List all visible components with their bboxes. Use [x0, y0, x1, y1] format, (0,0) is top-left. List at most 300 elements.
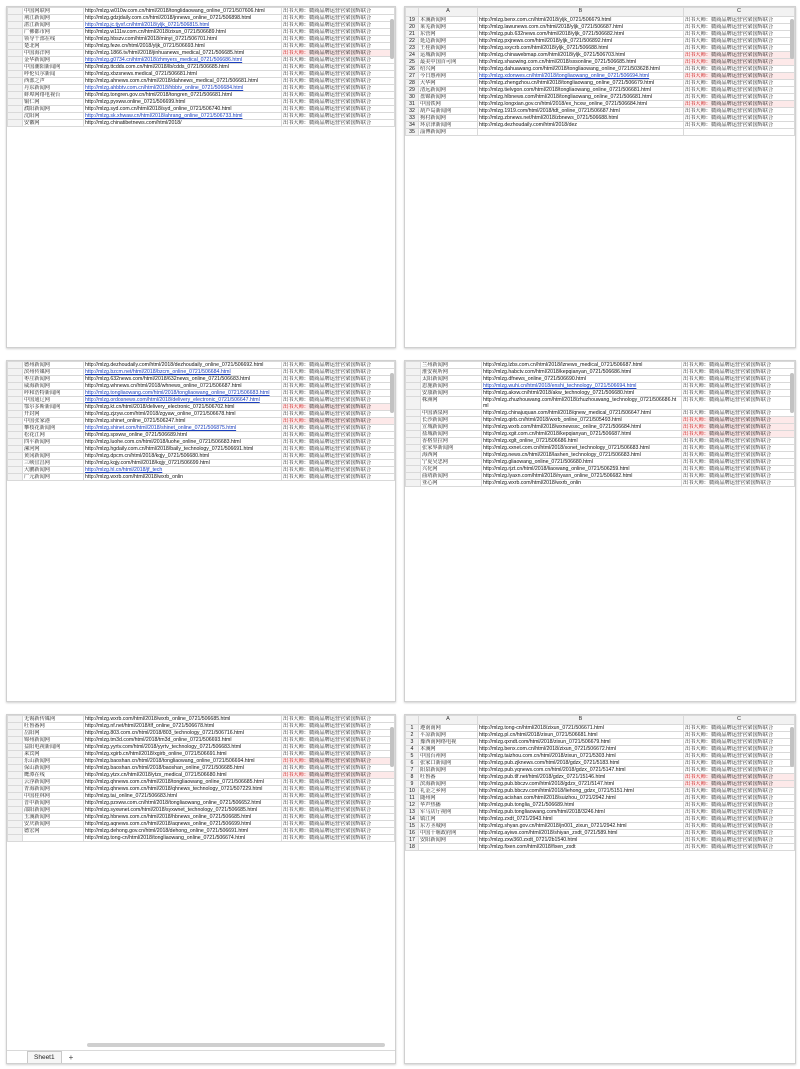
title-cell[interactable]: 出书大师：微商品牌运营官梁国辉联合: [282, 390, 395, 397]
site-name-cell[interactable]: 中国十堰政府网: [419, 830, 478, 837]
row-number-cell[interactable]: 25: [406, 59, 419, 66]
row-number-cell[interactable]: [8, 120, 23, 127]
table-row[interactable]: [8, 383, 395, 390]
title-cell[interactable]: 出书大师：微商品牌运营官梁国辉联合: [684, 788, 795, 795]
url-cell[interactable]: http://mlzg.pyxww.online_0721/506699.html: [84, 99, 282, 106]
site-name-cell[interactable]: 今日惠州网: [419, 73, 478, 80]
table-row[interactable]: [8, 744, 395, 751]
site-name-cell[interactable]: 最美中国百可网: [419, 59, 478, 66]
row-number-cell[interactable]: 20: [406, 24, 419, 31]
table-row[interactable]: [406, 452, 795, 459]
table-row[interactable]: [406, 80, 795, 87]
row-number-cell[interactable]: 29: [406, 87, 419, 94]
url-cell[interactable]: http://mlzg.xbzsnews.medical_0721/506681.html: [84, 71, 282, 78]
table-row[interactable]: [8, 113, 395, 120]
site-name-cell[interactable]: 德宏网: [23, 828, 84, 835]
table-row[interactable]: [406, 823, 795, 830]
row-number-cell[interactable]: [8, 64, 23, 71]
url-cell[interactable]: http://mlzg.syxwnet.com/html/2018/syxwnet_technology_0721/506685.html: [84, 807, 282, 814]
title-cell[interactable]: 出书大师：微商品牌运营官梁国辉联合: [282, 106, 395, 113]
table-row[interactable]: [8, 369, 395, 376]
title-cell[interactable]: 出书大师：微商品牌运营官梁国辉联合: [282, 821, 395, 828]
url-cell[interactable]: http://mlzg.xgirb.cn/html/2018/xgirb_online_0721/506691.html: [84, 751, 282, 758]
table-row[interactable]: [8, 71, 395, 78]
table-row[interactable]: [406, 802, 795, 809]
row-number-cell[interactable]: [406, 410, 421, 417]
spreadsheet-grid[interactable]: [7, 7, 395, 127]
row-number-cell[interactable]: [406, 473, 421, 480]
table-row[interactable]: [8, 765, 395, 772]
url-cell[interactable]: http://mlzg.tielvgon.com/html/2018/tongliaowang_online_0721/506681.html: [478, 87, 684, 94]
row-number-cell[interactable]: [406, 459, 421, 466]
title-cell[interactable]: 出书大师：微商品牌运营官梁国辉联合: [684, 94, 795, 101]
site-name-cell[interactable]: 盐城新闻网: [421, 431, 482, 438]
title-cell[interactable]: 出书大师：微商品牌运营官梁国辉联合: [684, 844, 795, 851]
table-row[interactable]: [406, 459, 795, 466]
horizontal-scrollbar[interactable]: [87, 1043, 385, 1047]
title-cell[interactable]: 出书大师：微商品牌运营官梁国辉联合: [282, 85, 395, 92]
row-number-cell[interactable]: [8, 446, 23, 453]
site-name-cell[interactable]: 漯河网: [23, 446, 84, 453]
site-name-cell[interactable]: 宁夏吴忠网: [421, 459, 482, 466]
title-cell[interactable]: [684, 59, 795, 66]
site-name-cell[interactable]: 宣城新闻网: [421, 424, 482, 431]
url-cell[interactable]: http://mlzg.tai_online_0721/506683.html: [84, 793, 282, 800]
title-cell[interactable]: 出书大师：微商品牌运营官梁国辉联合: [282, 57, 395, 64]
table-row[interactable]: [406, 774, 795, 781]
table-row[interactable]: [406, 108, 795, 115]
title-cell[interactable]: 出书大师：微商品牌运营官梁国辉联合: [684, 739, 795, 746]
url-link[interactable]: http://mlzg.wuhi.cn/html/2018/enshi_technology_0721/506694.html: [483, 383, 637, 389]
row-number-cell[interactable]: [8, 432, 23, 439]
url-cell[interactable]: http://mlzg.lawunews.com.cn/html/2018/yljk_0721/506687.html: [478, 24, 684, 31]
url-cell[interactable]: http://mlzg.pub.zjknews.com/html/2018/gdzx_0721/5183.html: [478, 760, 684, 767]
title-cell[interactable]: 出书大师：微商品牌运营官梁国辉联合: [282, 383, 395, 390]
spreadsheet-grid[interactable]: [405, 7, 795, 136]
row-number-cell[interactable]: [8, 821, 23, 828]
url-link[interactable]: http://mlzg.hl.cn/html/2018/jf_tech: [85, 467, 163, 473]
title-cell[interactable]: 出书大师：微商品牌运营官梁国辉联合: [682, 369, 795, 376]
table-row[interactable]: [406, 122, 795, 129]
site-name-cell[interactable]: 中国通辽网: [23, 397, 84, 404]
column-header-c[interactable]: C: [684, 716, 795, 725]
table-row[interactable]: [406, 362, 795, 369]
vertical-scrollbar-thumb[interactable]: [790, 727, 794, 767]
row-number-cell[interactable]: [8, 85, 23, 92]
site-name-cell[interactable]: 海西网: [421, 452, 482, 459]
title-cell[interactable]: 出书大师：微商品牌运营官梁国辉联合: [282, 71, 395, 78]
title-cell[interactable]: 出书大师：微商品牌运营官梁国辉联合: [684, 795, 795, 802]
url-link[interactable]: http://mlzg.sk.xhwaw.cn/html/2018/ahrang_online_0721/506733.html: [85, 113, 243, 119]
url-cell[interactable]: http://mlzg.hgdaily.com.cn/html/2018/baily_technology_0721/506691.html: [84, 446, 282, 453]
row-number-cell[interactable]: [8, 404, 23, 411]
row-number-cell[interactable]: 17: [406, 837, 419, 844]
url-cell[interactable]: http://mlzg.zbnews.net/html/2018/zbnews_0721/506688.html: [478, 115, 684, 122]
url-cell[interactable]: http://mlzg.803.com.cn/html/2018/803_technology_0721/506716.html: [84, 730, 282, 737]
table-row[interactable]: [406, 94, 795, 101]
url-cell[interactable]: [482, 383, 682, 390]
title-cell[interactable]: 出书大师：微商品牌运营官梁国辉联合: [282, 730, 395, 737]
row-number-cell[interactable]: 11: [406, 795, 419, 802]
title-cell[interactable]: 出书大师：微商品牌运营官梁国辉联合: [282, 446, 395, 453]
table-row[interactable]: [8, 779, 395, 786]
row-number-cell[interactable]: [8, 78, 23, 85]
title-cell[interactable]: [282, 418, 395, 425]
table-row[interactable]: [8, 453, 395, 460]
table-row[interactable]: [8, 425, 395, 432]
row-number-cell[interactable]: [406, 445, 421, 452]
title-cell[interactable]: 出书大师：微商品牌运营官梁国辉联合: [684, 767, 795, 774]
table-row[interactable]: [8, 723, 395, 730]
site-name-cell[interactable]: 张家口新闻网: [419, 760, 478, 767]
table-row[interactable]: [406, 725, 795, 732]
site-name-cell[interactable]: 镇江网: [419, 816, 478, 823]
site-name-cell[interactable]: 三峡宜昌网: [23, 460, 84, 467]
table-row[interactable]: [8, 390, 395, 397]
site-name-cell[interactable]: 无锡新传媒网: [23, 716, 84, 723]
title-cell[interactable]: 出书大师：微商品牌运营官梁国辉联合: [282, 432, 395, 439]
url-cell[interactable]: http://mlzg.tong-cn/html/2018/zixun_0721/506671.html: [478, 725, 684, 732]
table-row[interactable]: [8, 821, 395, 828]
site-name-cell[interactable]: 曲靖新闻网: [421, 473, 482, 480]
site-name-cell[interactable]: 鄂尔多斯新闻网: [23, 404, 84, 411]
title-cell[interactable]: 出书大师：微商品牌运营官梁国辉联合: [684, 830, 795, 837]
site-name-cell[interactable]: 蚌埠网络电视台: [23, 92, 84, 99]
title-cell[interactable]: 出书大师：微商品牌运营官梁国辉联合: [684, 823, 795, 830]
url-cell[interactable]: http://mlzg.632news.com/html/2018/632news_online_0721/506683.html: [84, 376, 282, 383]
site-name-cell[interactable]: 豫西南网络电视: [419, 739, 478, 746]
row-number-cell[interactable]: [406, 480, 421, 487]
site-name-cell[interactable]: 遵南南网: [419, 725, 478, 732]
row-number-cell[interactable]: [8, 418, 23, 425]
title-cell[interactable]: [684, 129, 795, 136]
site-name-cell[interactable]: 本溪新闻网: [419, 17, 478, 24]
url-cell[interactable]: http://mlzg.yyrtv.com/html/2018/yyrtv_technology_0721/506683.html: [84, 744, 282, 751]
site-name-cell[interactable]: 运城新闻网: [419, 52, 478, 59]
table-row[interactable]: [406, 816, 795, 823]
url-cell[interactable]: http://mlzg.akxw.cn/html/2018/akw_technology_0721/506680.html: [482, 390, 682, 397]
table-row[interactable]: [8, 474, 395, 481]
title-cell[interactable]: 出书大师：微商品牌运营官梁国辉联合: [684, 45, 795, 52]
site-name-cell[interactable]: 中国铁网: [419, 101, 478, 108]
row-number-cell[interactable]: [8, 22, 23, 29]
title-cell[interactable]: 出书大师：微商品牌运营官梁国辉联合: [684, 816, 795, 823]
url-link[interactable]: http://mlzg.g0734.cn/html/2018/zhmyers_medical_0721/506686.html: [85, 57, 243, 63]
table-row[interactable]: [406, 129, 795, 136]
row-number-cell[interactable]: 19: [406, 17, 419, 24]
url-cell[interactable]: http://mlzg.wxrb.com/html/2018/wxrb_onlin: [84, 474, 282, 481]
title-cell[interactable]: 出书大师：微商品牌运营官梁国辉联合: [684, 66, 795, 73]
table-row[interactable]: [8, 106, 395, 113]
table-row[interactable]: [8, 36, 395, 43]
row-number-cell[interactable]: 24: [406, 52, 419, 59]
title-cell[interactable]: 出书大师：微商品牌运营官梁国辉联合: [282, 15, 395, 22]
site-name-cell[interactable]: 开封网: [23, 411, 84, 418]
title-cell[interactable]: 出书大师：微商品牌运营官梁国辉联合: [282, 43, 395, 50]
row-number-cell[interactable]: 18: [406, 844, 419, 851]
vertical-scrollbar-thumb[interactable]: [390, 373, 394, 413]
site-name-cell[interactable]: 益阳电视新闻网: [23, 744, 84, 751]
table-row[interactable]: [406, 45, 795, 52]
url-cell[interactable]: http://mlzg.wxrb.com/html/2018/wxnewsxc_online_0721/506684.html: [482, 424, 682, 431]
row-number-cell[interactable]: [8, 99, 23, 106]
title-cell[interactable]: 出书大师：微商品牌运营官梁国辉联合: [282, 786, 395, 793]
url-cell[interactable]: http://mlzg.dfnews_online_0721/506690.html: [482, 376, 682, 383]
title-cell[interactable]: 出书大师：微商品牌运营官梁国辉联合: [682, 410, 795, 417]
row-number-cell[interactable]: 7: [406, 767, 419, 774]
table-row[interactable]: [8, 772, 395, 779]
spreadsheet-grid[interactable]: [405, 715, 795, 851]
site-name-cell[interactable]: 青海新闻网: [23, 786, 84, 793]
table-row[interactable]: [8, 22, 395, 29]
title-cell[interactable]: 出书大师：微商品牌运营官梁国辉联合: [684, 17, 795, 24]
column-header-b[interactable]: B: [478, 8, 684, 17]
site-name-cell[interactable]: 盘锦新闻网: [419, 94, 478, 101]
row-number-cell[interactable]: [8, 113, 23, 120]
url-cell[interactable]: http://mlzg.dpcm.cn/html/2018/kqjy_0721/506680.html: [84, 453, 282, 460]
row-number-cell[interactable]: [8, 369, 23, 376]
row-number-cell[interactable]: 33: [406, 115, 419, 122]
row-number-cell[interactable]: 10: [406, 788, 419, 795]
site-name-cell[interactable]: 王桂新闻网: [419, 45, 478, 52]
table-row[interactable]: [406, 739, 795, 746]
url-cell[interactable]: http://mlzg.dahuawang.com/html/2018/tongliaowang_online_0721/503628.html: [478, 66, 684, 73]
table-row[interactable]: [406, 445, 795, 452]
title-cell[interactable]: 出书大师：微商品牌运营官梁国辉联合: [682, 480, 795, 487]
site-name-cell[interactable]: 保山新闻网: [23, 765, 84, 772]
site-name-cell[interactable]: 鹰潭在线: [23, 772, 84, 779]
url-cell[interactable]: http://mlzg.baoshan.cn/html/2018/tongliaowang_online_0721/506694.html: [84, 758, 282, 765]
row-number-cell[interactable]: [8, 439, 23, 446]
row-number-cell[interactable]: [8, 50, 23, 57]
row-number-cell[interactable]: 4: [406, 746, 419, 753]
row-number-cell[interactable]: [8, 92, 23, 99]
site-name-cell[interactable]: 本溪网: [419, 746, 478, 753]
table-row[interactable]: [8, 29, 395, 36]
column-header-b[interactable]: B: [478, 716, 684, 725]
row-number-cell[interactable]: [8, 765, 23, 772]
url-cell[interactable]: http://mlzg.ahnews.com.cn/html/2018/dahnews_medical_0721/506681.html: [84, 78, 282, 85]
title-cell[interactable]: 出书大师：微商品牌运营官梁国辉联合: [282, 460, 395, 467]
title-cell[interactable]: 出书大师：微商品牌运营官梁国辉联合: [684, 837, 795, 844]
table-row[interactable]: [8, 8, 395, 15]
row-number-cell[interactable]: 31: [406, 101, 419, 108]
site-name-cell[interactable]: 随州网: [419, 795, 478, 802]
row-number-cell[interactable]: 16: [406, 830, 419, 837]
table-row[interactable]: [406, 795, 795, 802]
title-cell[interactable]: 出书大师：微商品牌运营官梁国辉联合: [684, 725, 795, 732]
table-row[interactable]: [406, 760, 795, 767]
url-cell[interactable]: http://mlzg.shaowing.com.cn/html/2018/sxsonline_0721/506685.html: [478, 59, 684, 66]
spreadsheet-panel-mid-left[interactable]: [6, 360, 396, 702]
site-name-cell[interactable]: 呼伦贝尔新闻: [23, 71, 84, 78]
title-cell[interactable]: 出书大师：微商品牌运营官梁国辉联合: [282, 411, 395, 418]
url-cell[interactable]: http://mlzg.qhnews.com.cn/html/2018/tongliaowang_online_0721/506685.html: [84, 779, 282, 786]
site-name-cell[interactable]: 广佛都市网: [23, 29, 84, 36]
title-cell[interactable]: 出书大师：微商品牌运营官梁国辉联合: [282, 425, 395, 432]
table-row[interactable]: [406, 837, 795, 844]
url-cell[interactable]: http://mlzg.qirb.cn/html/2018/wxrb_online_0721/505493.html: [482, 417, 682, 424]
site-name-cell[interactable]: 葫芦岛新闻网: [419, 108, 478, 115]
title-cell[interactable]: [684, 774, 795, 781]
row-number-cell[interactable]: [8, 828, 23, 835]
row-number-cell[interactable]: [8, 453, 23, 460]
table-row[interactable]: [8, 418, 395, 425]
url-cell[interactable]: http://mlzg.ayiws.com/html/2018/shiyan_zxdt_0721/589.html: [478, 830, 684, 837]
title-cell[interactable]: 出书大师：微商品牌运营官梁国辉联合: [282, 369, 395, 376]
title-cell[interactable]: 出书大师：微商品牌运营官梁国辉联合: [282, 814, 395, 821]
url-cell[interactable]: http://mlzg.pub.yqnews.com.cn/html/2018/gdzx_0721/5147.html: [478, 767, 684, 774]
url-link[interactable]: http://mlzg.tongliaowang.com/html/2018/tongliaowang_online_0721/506683.html: [85, 390, 270, 396]
row-number-cell[interactable]: [406, 362, 421, 369]
url-link[interactable]: http://mlzg.ahbbtv.com.cn/html/2018/hbbtv_online_0721/506684.html: [85, 85, 244, 91]
site-name-cell[interactable]: 中国桂林网: [23, 793, 84, 800]
url-cell[interactable]: http://mlzg.habctv.com/html/2018/kepqianyan_0721/506686.html: [482, 369, 682, 376]
table-row[interactable]: [406, 788, 795, 795]
table-row[interactable]: [8, 737, 395, 744]
site-name-cell[interactable]: 清远新闻网: [419, 87, 478, 94]
title-cell[interactable]: [684, 101, 795, 108]
row-number-cell[interactable]: [8, 411, 23, 418]
url-cell[interactable]: http://mlzg.pzxww.com.cn/html/2018/tongliaowang_online_0721/506652.html: [84, 800, 282, 807]
row-number-cell[interactable]: [406, 431, 421, 438]
url-cell[interactable]: http://mlzg.1919.com/html/2018/tdt_online_0721/506687.html: [478, 108, 684, 115]
site-name-cell[interactable]: 华声热播: [419, 802, 478, 809]
url-cell[interactable]: [84, 397, 282, 404]
url-cell[interactable]: http://mlzg.zxw360.zxdt_0721/2b1540.html: [478, 837, 684, 844]
row-number-cell[interactable]: [8, 474, 23, 481]
site-name-cell[interactable]: 锦州新闻网: [23, 737, 84, 744]
row-number-cell[interactable]: [8, 362, 23, 369]
table-row[interactable]: [406, 781, 795, 788]
url-cell[interactable]: http://mlzg.chinawebmap.com/html/2018/yljk_0721/506703.html: [478, 52, 684, 59]
title-cell[interactable]: 出书大师：微商品牌运营官梁国辉联合: [682, 376, 795, 383]
vertical-scrollbar-thumb[interactable]: [390, 19, 394, 59]
table-row[interactable]: [406, 417, 795, 424]
url-cell[interactable]: http://mlzg.pub.bbczv.com/html/2018/gdzx_0721/5147.html: [478, 781, 684, 788]
sheet-tab-sheet1[interactable]: Sheet1: [27, 1051, 62, 1063]
site-name-cell[interactable]: 玉溪新闻网: [23, 814, 84, 821]
table-row[interactable]: [8, 786, 395, 793]
table-row[interactable]: [8, 807, 395, 814]
site-name-cell[interactable]: 中国网联网: [23, 8, 84, 15]
table-row[interactable]: [406, 115, 795, 122]
table-row[interactable]: [8, 120, 395, 127]
url-cell[interactable]: http://mlzg.gdzjdaily.com.cn/html/2018/jnnews_online_0721/506898.html: [84, 15, 282, 22]
table-row[interactable]: [8, 43, 395, 50]
site-name-cell[interactable]: 丹东新闻网: [23, 85, 84, 92]
site-name-cell[interactable]: 莱芜新闻网: [419, 24, 478, 31]
url-cell[interactable]: http://mlzg.tongren.gov.cn/html/2018/tongren_0721/506681.html: [84, 92, 282, 99]
url-cell[interactable]: http://mlzg.xgit.com.cn/html/2018/kepqianyan_0721/506687.html: [482, 431, 682, 438]
title-cell[interactable]: 出书大师：微商品牌运营官梁国辉联合: [282, 723, 395, 730]
site-name-cell[interactable]: 沈阳网: [23, 113, 84, 120]
row-number-cell[interactable]: 26: [406, 66, 419, 73]
url-cell[interactable]: http://mlzg.xxnet.com.cn/html/2018/xonet_technology_0721/506683.html: [482, 445, 682, 452]
table-row[interactable]: [406, 66, 795, 73]
table-row[interactable]: [406, 753, 795, 760]
column-header-c[interactable]: C: [684, 8, 795, 17]
site-name-cell[interactable]: 濮阳新闻网: [23, 106, 84, 113]
row-number-cell[interactable]: [8, 751, 23, 758]
spreadsheet-panel-top-left[interactable]: [6, 6, 396, 348]
title-cell[interactable]: 出书大师：微商品牌运营官梁国辉联合: [682, 362, 795, 369]
site-name-cell[interactable]: 中国海洋网: [23, 50, 84, 57]
title-cell[interactable]: 出书大师：微商品牌运营官梁国辉联合: [282, 92, 395, 99]
table-row[interactable]: [406, 473, 795, 480]
url-cell[interactable]: http://mlzg.syd.com.cn/html/2018/syd_online_0721/506740.html: [84, 106, 282, 113]
url-cell[interactable]: http://mlzg.hbnews.com.cn/html/2018/hbnews_online_0721/506685.html: [84, 814, 282, 821]
url-link[interactable]: http://mlzg.bzcm.net/html/2018/bzcm_online_0721/506684.html: [85, 369, 231, 375]
title-cell[interactable]: 出书大师：微商品牌运营官梁国辉联合: [282, 744, 395, 751]
title-cell[interactable]: [682, 431, 795, 438]
row-number-cell[interactable]: [8, 376, 23, 383]
row-number-cell[interactable]: [406, 417, 421, 424]
site-name-cell[interactable]: 来宾网: [23, 751, 84, 758]
site-name-cell[interactable]: 云浮新闻网: [23, 779, 84, 786]
table-row[interactable]: [406, 767, 795, 774]
row-number-cell[interactable]: [8, 460, 23, 467]
spreadsheet-grid[interactable]: [7, 361, 395, 481]
url-cell[interactable]: http://mlzg.pub.bbczv.com/html/2018/liehong_gdzx_0721/5151.html: [478, 788, 684, 795]
table-row[interactable]: [406, 424, 795, 431]
row-number-cell[interactable]: [8, 779, 23, 786]
row-number-cell[interactable]: [8, 8, 23, 15]
url-cell[interactable]: http://mlzg.benx.com.cn/html/2018/yljk_0721/506679.html: [478, 17, 684, 24]
url-cell[interactable]: http://mlzg.zhuzhouwang.com/html/2018/zhuzhouwang_technology_0721/506686.html: [482, 397, 682, 410]
table-row[interactable]: [8, 467, 395, 474]
site-name-cell[interactable]: 晋中新闻网: [23, 800, 84, 807]
url-cell[interactable]: http://mlzg.qhnews.com.cn/html/2018/qhnews_technology_0721/507229.html: [84, 786, 282, 793]
title-cell[interactable]: 出书大师：微商品牌运营官梁国辉联合: [282, 64, 395, 71]
url-cell[interactable]: http://mlzg.chinatibetnews.com/html/2018/: [84, 120, 282, 127]
table-row[interactable]: [8, 376, 395, 383]
url-cell[interactable]: [84, 369, 282, 376]
table-row[interactable]: [8, 92, 395, 99]
table-row[interactable]: [406, 480, 795, 487]
column-header-a[interactable]: A: [419, 716, 478, 725]
table-row[interactable]: [406, 87, 795, 94]
url-cell[interactable]: http://mlzg.xglt_online_0721/506686.html: [482, 438, 682, 445]
row-number-cell[interactable]: 23: [406, 45, 419, 52]
table-row[interactable]: [406, 438, 795, 445]
url-cell[interactable]: http://mlzg.tong-cn/html/2018/tongliaowang_online_0721/506674.html: [84, 835, 282, 842]
url-link[interactable]: http://mlzg.shinet.com/html/2018/shinet_online_0721/506875.html: [85, 425, 237, 431]
row-number-cell[interactable]: [8, 800, 23, 807]
site-name-cell[interactable]: 恩施新闻网: [421, 383, 482, 390]
row-number-cell[interactable]: 6: [406, 760, 419, 767]
title-cell[interactable]: 出书大师：微商品牌运营官梁国辉联合: [684, 732, 795, 739]
title-cell[interactable]: 出书大师：微商品牌运营官梁国辉联合: [282, 835, 395, 842]
row-number-cell[interactable]: 22: [406, 38, 419, 45]
title-cell[interactable]: 出书大师：微商品牌运营官梁国辉联合: [684, 746, 795, 753]
vertical-scrollbar-thumb[interactable]: [790, 373, 794, 413]
row-number-cell[interactable]: [8, 814, 23, 821]
title-cell[interactable]: 出书大师：微商品牌运营官梁国辉联合: [282, 8, 395, 15]
site-name-cell[interactable]: 淮安视听网: [421, 369, 482, 376]
title-cell[interactable]: 出书大师：微商品牌运营官梁国辉联合: [282, 362, 395, 369]
row-number-cell[interactable]: [8, 15, 23, 22]
site-name-cell[interactable]: 滨州传媒网: [23, 369, 84, 376]
site-name-cell[interactable]: 安阳新闻网: [419, 837, 478, 844]
corner-cell[interactable]: [406, 716, 419, 725]
site-name-cell[interactable]: 军马店厅视网: [419, 809, 478, 816]
site-name-cell[interactable]: 威海新闻网: [23, 383, 84, 390]
site-name-cell[interactable]: 领导干部在线: [23, 36, 84, 43]
row-number-cell[interactable]: [8, 383, 23, 390]
url-cell[interactable]: http://mlzg.pl.cn/html/2018/zixun_0721/506681.html: [478, 732, 684, 739]
table-row[interactable]: [406, 397, 795, 410]
